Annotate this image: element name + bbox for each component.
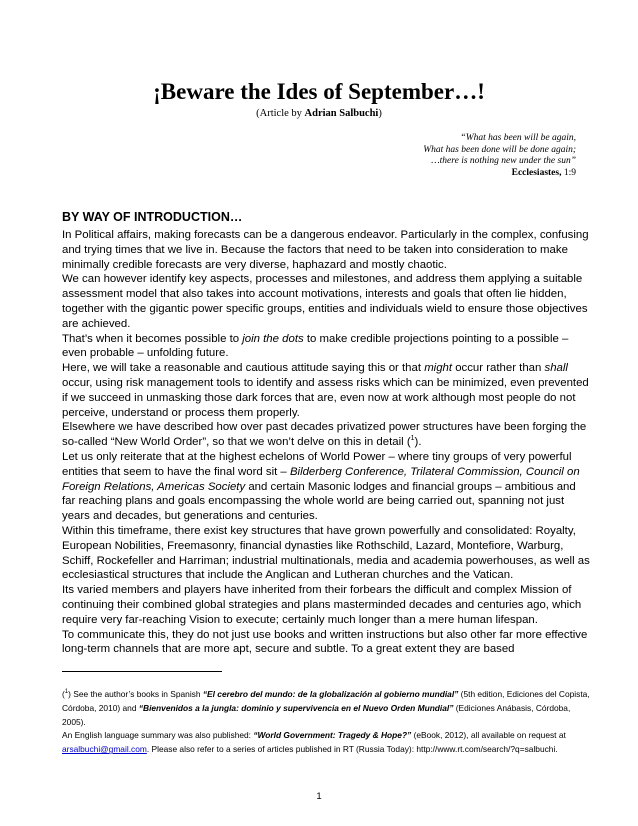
footnote-ebook: “World Government: Tragedy & Hope?” [253, 730, 412, 741]
section-heading: BY WAY OF INTRODUCTION… [62, 210, 243, 224]
footnote-reference: 1 [410, 435, 415, 443]
byline [0, 107, 638, 121]
epigraph-line-1: “What has been will be again, [460, 133, 576, 143]
email-link[interactable]: arsalbuchi@gmail.com [62, 744, 147, 755]
footnote-text-1: ) See the author’s books in Spanish [68, 689, 203, 699]
byline-author: Adrian Salbuchi [304, 108, 379, 119]
footnote-book-2: “Bienvenidos a la jungla: dominio y supervivencia en el Nuevo Orden Mundial” [138, 702, 454, 713]
article-body [62, 228, 592, 657]
paragraph-6-text-b: and certain Masonic lodges and financial groups – ambitious and far reaching plans and goals encompassing the whole world are being carried out, spanning not just years and decades, but generations and centuries. [62, 480, 576, 523]
paragraph-1: In Political affairs, making forecasts can be a dangerous endeavor. Particularly in the complex, confusing and trying times that we live in. Because the factors that need to be taken into consideration to make minimally credible forecasts are very diverse, haphazard and mostly chaotic. [62, 229, 589, 271]
paragraph-3-italic: join the dots [242, 332, 304, 345]
article-title: ¡Beware the Ides of September…! [153, 79, 485, 104]
paragraph-3-text-a: That’s when it becomes possible to [62, 332, 243, 345]
paragraph-3-text-b: to make credible projections pointing to a possible – even probable – unfolding future. [62, 332, 569, 360]
paragraph-8: Its varied members and players have inherited from their forbears the difficult and complex Mission of continuing their combined global strategies and plans masterminded decades and centuries ago, which require very far-reaching Vision to execute; certainly much longer than a mere human lifespan. [62, 584, 582, 626]
epigraph [316, 133, 576, 179]
paragraph-5-text-a: Elsewhere we have described how over past decades privatized power structures have been forging the so-called “New World Order”, so that we won’t delve on this in detail ( [62, 421, 587, 449]
byline-suffix: ) [378, 108, 382, 119]
paragraph-6-text-a: Let us only reiterate that at the highest echelons of World Power – where tiny groups of very powerful entities that seem to have the final word sit – [62, 450, 572, 478]
paragraph-2: We can however identify key aspects, processes and milestones, and address them applying a suitable assessment model that also takes into account motivations, interests and goals that often lie hidden, together with the gigantic power specific groups, entities and individuals wield to ensure those objectives are achieved. [62, 273, 588, 330]
footnote-divider [62, 671, 222, 672]
footnote-marker: 1 [64, 689, 69, 696]
epigraph-line-2: What has been done will be done again; [423, 144, 576, 155]
byline-prefix: (Article by [256, 108, 305, 119]
epigraph-line-3: …there is nothing new under the sun” [431, 156, 576, 166]
paragraph-6 [62, 450, 592, 524]
paragraph-4-italic-1: might [424, 362, 453, 375]
epigraph-source-book: Ecclesiastes, [511, 167, 562, 178]
page-number: 1 [316, 791, 322, 802]
paragraph-4-italic-2: shall [544, 362, 568, 375]
footnote-text-6: . Please also refer to a series of articles published in RT (Russia Today): [146, 744, 417, 755]
paragraph-7: Within this timeframe, there exist key structures that have grown powerfully and consolidated: Royalty, European Nobilities, Freemasonry, financial dynasties like Rothschild, Lazard, Montefiore, Warburg, Schiff, Rockefeller and Harriman; industrial multinationals, media and academia powerhouses, as well as ecclesiastical structures that include the Anglican and Lutheran churches and the Vatican. [62, 524, 590, 582]
footnote-text-3: (Ediciones Anábasis, Córdoba, 2005). [62, 702, 571, 727]
footnote-open: ( [62, 689, 65, 699]
paragraph-3 [62, 332, 592, 362]
rt-url: http://www.rt.com/search/?q=salbuchi [416, 744, 556, 755]
epigraph-source-ref: 1:9 [561, 167, 576, 178]
paragraph-4 [62, 361, 592, 420]
footnote-text-7: . [555, 744, 558, 755]
paragraph-9: To communicate this, they do not just use books and written instructions but also other far more effective long-term channels that are more apt, secure and subtle. To a great extent they are based [62, 628, 588, 656]
paragraph-4-text-c: occur, using risk management tools to identify and assess risks which can be minimized, even prevented if we succeed in unmasking those dark forces that are, even now at work although most people do not perceive, understand or process them properly. [62, 376, 589, 419]
footnote [62, 688, 592, 757]
epigraph-source [316, 168, 576, 180]
paragraph-6-italic: Bilderberg Conference, Trilateral Commission, Council on Foreign Relations, Americas Society [62, 465, 580, 493]
footnote-books [62, 688, 592, 729]
paragraph-5-text-b: ). [414, 436, 422, 449]
footnote-text-5: (eBook, 2012), all available on request at [411, 730, 566, 741]
footnote-book-1: “El cerebro del mundo: de la globalización al gobierno mundial” [202, 689, 459, 699]
footnote-summary [62, 729, 592, 757]
paragraph-4-text-a: Here, we will take a reasonable and cautious attitude saying this or that [62, 362, 425, 375]
footnote-text-2: (5th edition, Ediciones del Copista, Córdoba, 2010) and [62, 689, 590, 713]
paragraph-5 [62, 420, 592, 450]
paragraph-4-text-b: occur rather than [452, 362, 545, 375]
footnote-text-4: An English language summary was also published: [62, 730, 254, 741]
